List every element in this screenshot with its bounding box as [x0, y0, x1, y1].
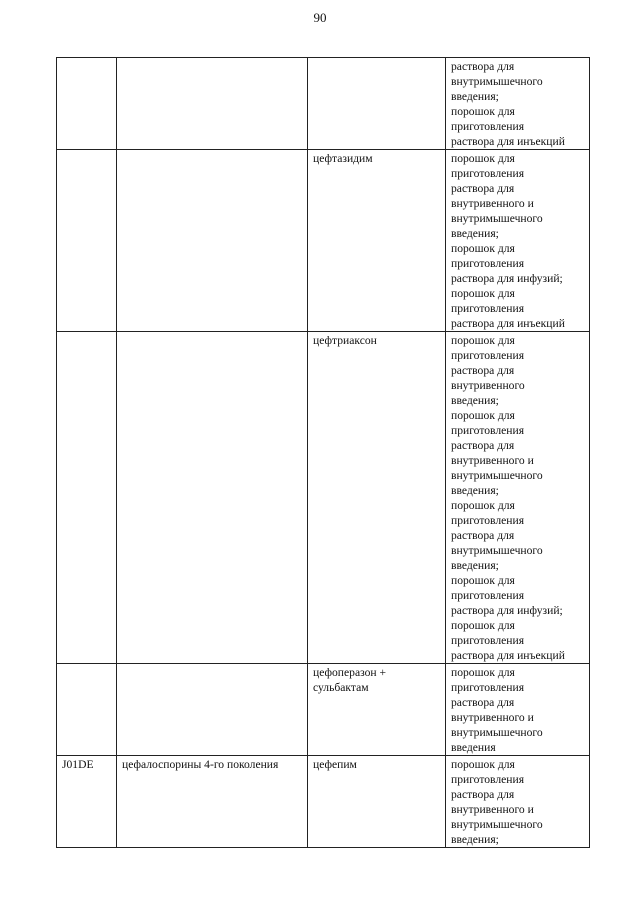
atc-code-cell: [57, 664, 117, 756]
dosage-form-line: внутримышечного: [451, 544, 543, 557]
dosage-form-line: приготовления: [451, 349, 525, 362]
dosage-form-line: порошок для: [451, 409, 515, 422]
dosage-form-line: введения;: [451, 90, 499, 103]
dosage-form-line: раствора для: [451, 182, 515, 195]
dosage-forms-cell: [446, 58, 590, 150]
group-name: цефалоспорины 4-го поколения: [122, 758, 279, 771]
group-name-cell: [117, 58, 308, 150]
dosage-forms-cell: [446, 756, 590, 848]
dosage-form-line: внутривенного и: [451, 454, 534, 467]
dosage-form-line: порошок для: [451, 287, 515, 300]
dosage-form-line: порошок для: [451, 334, 515, 347]
dosage-form-line: раствора для: [451, 439, 515, 452]
atc-code-cell: [57, 756, 117, 848]
dosage-form-line: введения;: [451, 227, 499, 240]
drug-name-line: цефепим: [313, 758, 357, 771]
group-name-cell: [117, 756, 308, 848]
table-row: [57, 332, 590, 664]
drug-name-line: цефтриаксон: [313, 334, 377, 347]
dosage-form-line: приготовления: [451, 120, 525, 133]
atc-code-cell: [57, 58, 117, 150]
dosage-form-line: внутримышечного: [451, 75, 543, 88]
dosage-form-line: приготовления: [451, 773, 525, 786]
dosage-form-line: введения: [451, 741, 496, 754]
dosage-form-line: порошок для: [451, 758, 515, 771]
dosage-form-line: введения;: [451, 559, 499, 572]
dosage-form-line: раствора для: [451, 788, 515, 801]
drug-name-line: сульбактам: [313, 681, 369, 694]
dosage-form-line: приготовления: [451, 424, 525, 437]
dosage-forms-cell: [446, 332, 590, 664]
dosage-form-line: порошок для: [451, 574, 515, 587]
atc-code-cell: [57, 332, 117, 664]
dosage-form-line: раствора для инъекций: [451, 317, 565, 330]
dosage-form-line: приготовления: [451, 302, 525, 315]
table-row: [57, 58, 590, 150]
dosage-form-line: раствора для инфузий;: [451, 604, 563, 617]
dosage-form-line: раствора для инъекций: [451, 649, 565, 662]
dosage-form-line: раствора для инъекций: [451, 135, 565, 148]
dosage-form-line: раствора для: [451, 529, 515, 542]
drug-name-cell: [308, 756, 446, 848]
table-row: [57, 756, 590, 848]
dosage-form-line: порошок для: [451, 619, 515, 632]
dosage-form-line: приготовления: [451, 634, 525, 647]
dosage-form-line: приготовления: [451, 589, 525, 602]
dosage-form-line: приготовления: [451, 257, 525, 270]
dosage-form-line: внутривенного: [451, 379, 525, 392]
group-name-cell: [117, 332, 308, 664]
dosage-form-line: раствора для инфузий;: [451, 272, 563, 285]
dosage-form-line: раствора для: [451, 364, 515, 377]
drug-table: [56, 57, 590, 848]
dosage-form-line: введения;: [451, 833, 499, 846]
dosage-form-line: внутримышечного: [451, 726, 543, 739]
dosage-form-line: приготовления: [451, 514, 525, 527]
dosage-form-line: порошок для: [451, 105, 515, 118]
drug-name-cell: [308, 332, 446, 664]
dosage-form-line: раствора для: [451, 696, 515, 709]
drug-name-cell: [308, 58, 446, 150]
dosage-form-line: порошок для: [451, 666, 515, 679]
drug-name-cell: [308, 150, 446, 332]
dosage-form-line: приготовления: [451, 681, 525, 694]
dosage-forms-cell: [446, 664, 590, 756]
dosage-form-line: порошок для: [451, 242, 515, 255]
dosage-form-line: порошок для: [451, 499, 515, 512]
atc-code-cell: [57, 150, 117, 332]
dosage-forms-cell: [446, 150, 590, 332]
atc-code: J01DE: [62, 758, 94, 771]
dosage-form-line: введения;: [451, 484, 499, 497]
drug-name-cell: [308, 664, 446, 756]
dosage-form-line: внутривенного и: [451, 803, 534, 816]
table-row: [57, 664, 590, 756]
dosage-form-line: внутривенного и: [451, 711, 534, 724]
dosage-form-line: внутримышечного: [451, 212, 543, 225]
dosage-form-line: приготовления: [451, 167, 525, 180]
group-name-cell: [117, 150, 308, 332]
drug-name-line: цефоперазон +: [313, 666, 387, 679]
page-number: 90: [313, 10, 327, 25]
dosage-form-line: внутримышечного: [451, 469, 543, 482]
dosage-form-line: порошок для: [451, 152, 515, 165]
dosage-form-line: внутривенного и: [451, 197, 534, 210]
group-name-cell: [117, 664, 308, 756]
dosage-form-line: введения;: [451, 394, 499, 407]
dosage-form-line: раствора для: [451, 60, 515, 73]
drug-name-line: цефтазидим: [313, 152, 373, 165]
dosage-form-line: внутримышечного: [451, 818, 543, 831]
table-row: [57, 150, 590, 332]
